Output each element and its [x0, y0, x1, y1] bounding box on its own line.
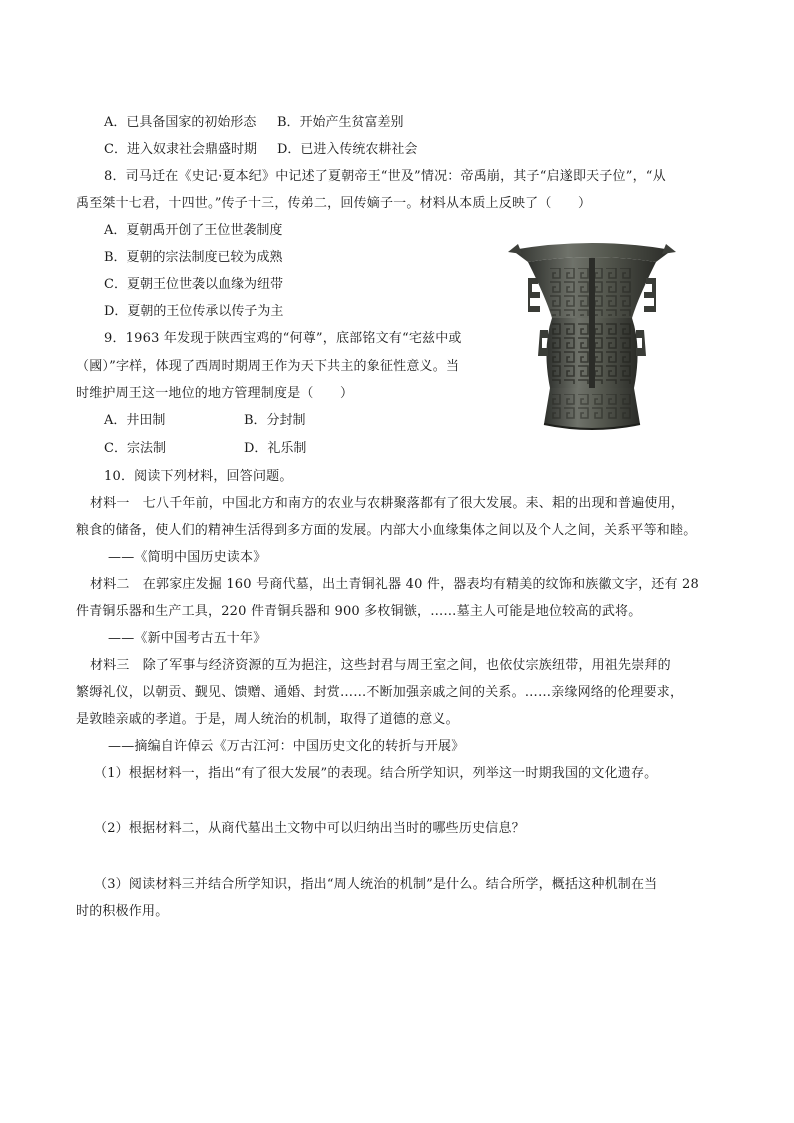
q7-option-b: B．开始产生贫富差别	[277, 115, 404, 130]
q7-option-c: C．进入奴隶社会鼎盛时期	[104, 142, 257, 157]
q9-option-c: C．宗法制	[104, 441, 166, 456]
material-3-line-2: 繁缛礼仪，以朝贡、觐见、馈赠、通婚、封赏……不断加强亲戚之间的关系。……亲缘网络的伦理要求，	[76, 685, 684, 700]
q8-stem-line-2: 禹至桀十七君，十四世。”传子十三，传弟二，回传嫡子一。材料从本质上反映了（ ）	[76, 196, 592, 211]
q8-stem-line-1: 8．司马迁在《史记·夏本纪》中记述了夏朝帝王“世及”情况：帝禹崩，其子“启遂即天子位”，“从	[104, 169, 666, 184]
q9-option-d: D．礼乐制	[244, 441, 307, 456]
material-3-line-3: 是敦睦亲戚的孝道。于是，周人统治的机制，取得了道德的意义。	[76, 712, 459, 727]
sub-question-2: （2）根据材料二，从商代墓出土文物中可以归纳出当时的哪些历史信息？	[94, 821, 525, 836]
material-1-source: ——《简明中国历史读本》	[108, 550, 267, 565]
material-3-line-1: 材料三 除了军事与经济资源的互为挹注，这些封君与周王室之间，也依仗宗族纽带，用祖先崇拜的	[90, 658, 671, 673]
material-3-source: ——摘编自许倬云《万古江河：中国历史文化的转折与开展》	[108, 739, 465, 754]
material-2-line-2: 件青铜乐器和生产工具，220 件青铜兵器和 900 多枚铜镞，……墓主人可能是地位较高的武将。	[76, 604, 642, 619]
q9-stem-line-2: （國）”字样，体现了西周时期周王作为天下共主的象征性意义。当	[76, 359, 460, 374]
he-zun-bronze-vessel-image	[506, 238, 678, 434]
q9-option-a: A．井田制	[104, 413, 166, 428]
q8-option-a: A．夏朝禹开创了王位世袭制度	[104, 223, 283, 238]
q10-stem: 10．阅读下列材料，回答问题。	[104, 469, 293, 484]
q9-stem-line-3: 时维护周王这一地位的地方管理制度是（ ）	[76, 386, 354, 401]
material-1-line-2: 粮食的储备，使人们的精神生活得到多方面的发展。内部大小血缘集体之间以及个人之间，关系平等和睦。	[76, 523, 697, 538]
q9-stem-line-1: 9．1963 年发现于陕西宝鸡的“何尊”，底部铭文有“宅兹中或	[104, 331, 462, 346]
q7-option-d: D．已进入传统农耕社会	[277, 142, 418, 157]
q7-option-a: A．已具备国家的初始形态	[104, 115, 257, 130]
q9-option-b: B．分封制	[244, 413, 306, 428]
sub-question-1: （1）根据材料一，指出“有了很大发展”的表现。结合所学知识，列举这一时期我国的文化遗存。	[94, 766, 658, 781]
material-2-line-1: 材料二 在郭家庄发掘 160 号商代墓，出土青铜礼器 40 件，器表均有精美的纹饰和族徽文字，还有 28	[90, 577, 699, 592]
q8-option-c: C．夏朝王位世袭以血缘为纽带	[104, 277, 283, 292]
sub-question-3-line-1: （3）阅读材料三并结合所学知识，指出“周人统治的机制”是什么。结合所学，概括这种机制在当	[94, 877, 658, 892]
q8-option-b: B．夏朝的宗法制度已较为成熟	[104, 250, 283, 265]
sub-question-3-line-2: 时的积极作用。	[76, 904, 169, 919]
material-2-source: ——《新中国考古五十年》	[108, 631, 267, 646]
q8-option-d: D．夏朝的王位传承以传子为主	[104, 304, 284, 319]
material-1-line-1: 材料一 七八千年前，中国北方和南方的农业与农耕聚落都有了很大发展。耒、耜的出现和普遍使用，	[90, 496, 685, 511]
